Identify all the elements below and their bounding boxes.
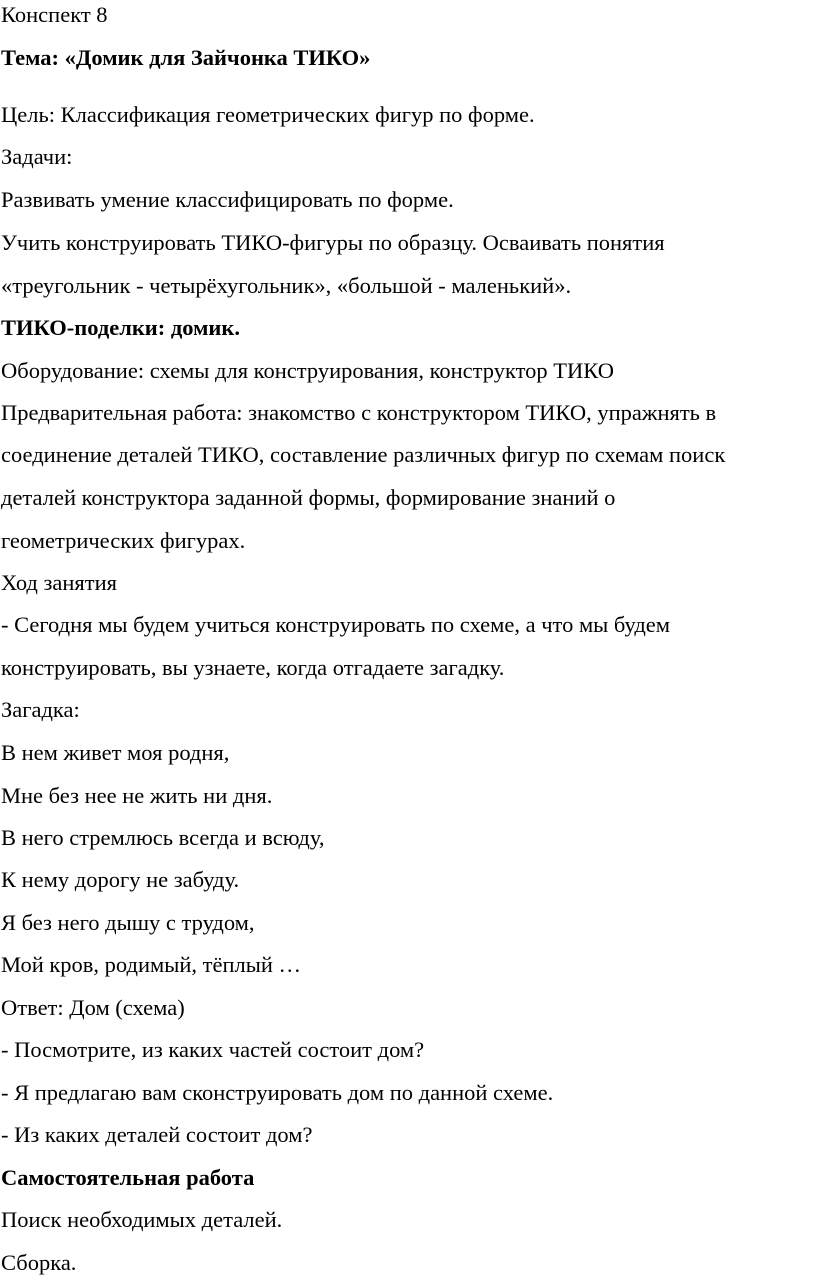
step-line: Поиск необходимых деталей. [1, 1207, 283, 1232]
riddle-line: В него стремлюсь всегда и всюду, [1, 825, 325, 850]
question-line: - Посмотрите, из каких частей состоит дом? [1, 1037, 425, 1062]
answer-text: Ответ: Дом (схема) [1, 995, 185, 1020]
lesson-heading: Ход занятия [1, 570, 117, 595]
preliminary-work-line: деталей конструктора заданной формы, формирование знаний о [1, 485, 616, 510]
task-line: «треугольник - четырёхугольник», «большой - маленький». [1, 273, 572, 298]
step-line: Сборка. [1, 1250, 77, 1275]
task-line: Учить конструировать ТИКО-фигуры по образцу. Осваивать понятия [1, 230, 665, 255]
topic-heading: Тема: «Домик для Зайчонка ТИКО» [1, 45, 371, 70]
riddle-line: В нем живет моя родня, [1, 740, 230, 765]
equipment-text: Оборудование: схемы для конструирования, конструктор ТИКО [1, 358, 614, 383]
preliminary-work-line: геометрических фигурах. [1, 528, 246, 553]
task-line: Развивать умение классифицировать по форме. [1, 187, 454, 212]
preliminary-work-line: Предварительная работа: знакомство с конструктором ТИКО, упражнять в [1, 400, 717, 425]
craft-heading: ТИКО-поделки: домик. [1, 315, 240, 340]
goal-text: Цель: Классификация геометрических фигур по форме. [1, 102, 535, 127]
riddle-line: К нему дорогу не забуду. [1, 867, 240, 892]
question-line: - Я предлагаю вам сконструировать дом по данной схеме. [1, 1080, 554, 1105]
riddle-line: Мне без нее не жить ни дня. [1, 783, 273, 808]
tasks-heading: Задачи: [1, 144, 73, 169]
intro-line: - Сегодня мы будем учиться конструировать по схеме, а что мы будем [1, 612, 671, 637]
riddle-line: Мой кров, родимый, тёплый … [1, 952, 302, 977]
preliminary-work-line: соединение деталей ТИКО, составление различных фигур по схемам поиск [1, 442, 726, 467]
question-line: - Из каких деталей состоит дом? [1, 1122, 313, 1147]
riddle-heading: Загадка: [1, 697, 80, 722]
riddle-line: Я без него дышу с трудом, [1, 910, 255, 935]
independent-work-heading: Самостоятельная работа [1, 1165, 255, 1190]
document-header: Конспект 8 [1, 2, 108, 27]
intro-line: конструировать, вы узнаете, когда отгадаете загадку. [1, 655, 505, 680]
